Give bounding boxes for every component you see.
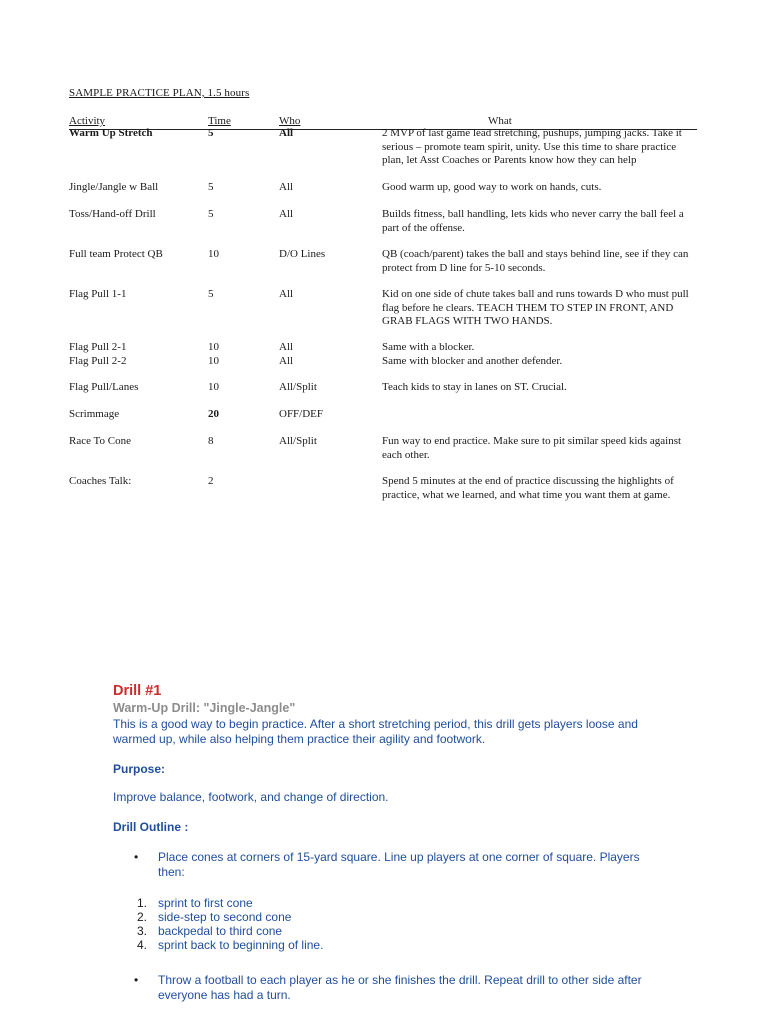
header-time: Time [208, 115, 231, 127]
cell-time: 5 [208, 181, 214, 193]
cell-who: All [279, 127, 294, 139]
cell-what: Spend 5 minutes at the end of practice discussing the highlights of practice, what we learned, and what time you want them at game. [382, 475, 674, 501]
cell-time: 10 [208, 341, 219, 353]
bullet-text: Place cones at corners of 15-yard square. Line up players at one corner of square. Players then: [158, 850, 640, 879]
outline-heading: Drill Outline : [113, 820, 189, 834]
cell-activity: Jingle/Jangle w Ball [69, 181, 159, 193]
cell-activity: Full team Protect QB [69, 248, 163, 260]
cell-who: All [279, 288, 294, 300]
purpose-heading: Purpose: [113, 762, 166, 776]
cell-time: 5 [208, 208, 214, 220]
drill-subtitle: Warm-Up Drill: "Jingle-Jangle" [113, 701, 296, 715]
cell-time: 8 [208, 435, 214, 447]
cell-time: 10 [208, 248, 219, 260]
cell-time: 20 [208, 408, 219, 420]
cell-activity: Flag Pull 2-1 [69, 341, 127, 353]
cell-what: Good warm up, good way to work on hands, cuts. [382, 181, 602, 193]
cell-time: 2 [208, 475, 214, 487]
header-who: Who [279, 115, 301, 127]
step-number: 3. [137, 924, 148, 938]
bullet-icon: • [134, 973, 139, 987]
step-number: 2. [137, 910, 148, 924]
plan-title: SAMPLE PRACTICE PLAN, 1.5 hours [69, 87, 250, 99]
header-what: What [488, 115, 512, 127]
step-number: 4. [137, 938, 148, 952]
cell-activity: Warm Up Stretch [69, 127, 153, 139]
step-text: backpedal to third cone [158, 924, 283, 938]
cell-what: Same with blocker and another defender. [382, 355, 563, 367]
cell-what: Teach kids to stay in lanes on ST. Crucial. [382, 381, 567, 393]
cell-who: All/Split [279, 381, 317, 393]
cell-time: 10 [208, 355, 219, 367]
cell-activity: Flag Pull 2-2 [69, 355, 127, 367]
cell-who: All/Split [279, 435, 317, 447]
cell-activity: Race To Cone [69, 435, 131, 447]
cell-who: All [279, 341, 294, 353]
cell-what: Kid on one side of chute takes ball and runs towards D who must pull flag before he clears. TEACH THEM TO STEP IN FRONT, AND GRAB FLAGS WITH TWO HANDS. [382, 288, 689, 327]
cell-what: QB (coach/parent) takes the ball and stays behind line, see if they can protect from D line for 5-10 seconds. [382, 248, 689, 274]
cell-what: Builds fitness, ball handling, lets kids who never carry the ball feel a part of the offense. [382, 208, 684, 234]
step-text: side-step to second cone [158, 910, 292, 924]
cell-who: All [279, 355, 294, 367]
step-text: sprint to first cone [158, 896, 253, 910]
header-activity: Activity [69, 115, 106, 127]
drill-intro: This is a good way to begin practice. After a short stretching period, this drill gets players loose and warmed up, while also helping them practice their agility and footwork. [113, 717, 638, 746]
cell-activity: Coaches Talk: [69, 475, 132, 487]
cell-time: 5 [208, 127, 214, 139]
cell-who: D/O Lines [279, 248, 326, 260]
cell-what: 2 MVP of last game lead stretching, pushups, jumping jacks. Take it serious – promote team spirit, unity. Use this time to share practice plan, let Asst Coaches or Parents know how they can help [382, 127, 682, 166]
cell-what: Same with a blocker. [382, 341, 475, 353]
step-text: sprint back to beginning of line. [158, 938, 324, 952]
cell-time: 10 [208, 381, 219, 393]
cell-who: OFF/DEF [279, 408, 324, 420]
bullet-text: Throw a football to each player as he or she finishes the drill. Repeat drill to other side after everyone has had a turn. [158, 973, 642, 1002]
bullet-icon: • [134, 850, 139, 864]
cell-activity: Toss/Hand-off Drill [69, 208, 156, 220]
drill-title: Drill #1 [113, 683, 162, 699]
purpose-text: Improve balance, footwork, and change of direction. [113, 790, 389, 804]
cell-activity: Flag Pull 1-1 [69, 288, 127, 300]
cell-who: All [279, 208, 294, 220]
cell-activity: Scrimmage [69, 408, 120, 420]
cell-activity: Flag Pull/Lanes [69, 381, 139, 393]
step-number: 1. [137, 896, 148, 910]
cell-what: Fun way to end practice. Make sure to pit similar speed kids against each other. [382, 435, 682, 461]
cell-who: All [279, 181, 294, 193]
cell-time: 5 [208, 288, 214, 300]
